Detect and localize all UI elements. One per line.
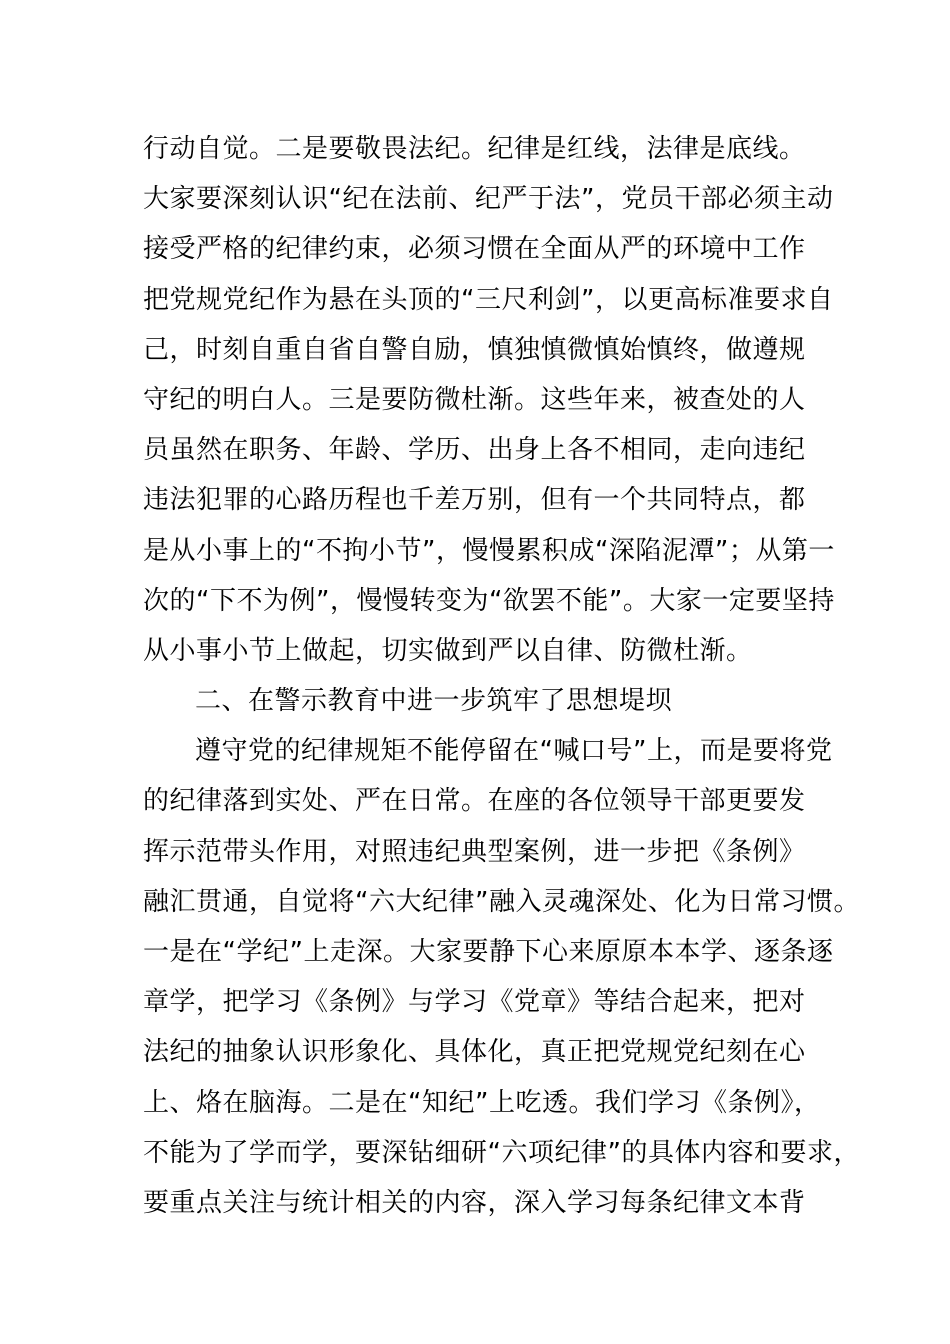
text-line: 融汇贯通，自觉将“六大纪律”融入灵魂深处、化为日常习惯。 — [143, 886, 860, 917]
text-line: 大家要深刻认识“纪在法前、纪严于法”，党员干部必须主动 — [143, 184, 834, 215]
text-line: 己，时刻自重自省自警自励，慎独慎微慎始慎终，做遵规 — [143, 334, 806, 365]
text-line: 上、烙在脑海。二是在“知纪”上吃透。我们学习《条例》， — [143, 1087, 821, 1118]
text-line: 从小事小节上做起，切实做到严以自律、防微杜渐。 — [143, 635, 753, 666]
text-line: 次的“下不为例”，慢慢转变为“欲罢不能”。大家一定要坚持 — [143, 585, 835, 616]
section-heading: 二、在警示教育中进一步筑牢了思想堤坝 — [195, 686, 673, 717]
text-line: 是从小事上的“不拘小节”，慢慢累积成“深陷泥潭”；从第一 — [143, 535, 835, 566]
text-line: 守纪的明白人。三是要防微杜渐。这些年来，被查处的人 — [143, 384, 806, 415]
text-line: 挥示范带头作用，对照违纪典型案例，进一步把《条例》 — [143, 836, 806, 867]
text-line: 员虽然在职务、年龄、学历、出身上各不相同，走向违纪 — [143, 435, 806, 466]
text-line: 要重点关注与统计相关的内容，深入学习每条纪律文本背 — [143, 1187, 806, 1218]
text-line: 把党规党纪作为悬在头顶的“三尺利剑”，以更高标准要求自 — [143, 284, 834, 315]
text-line: 接受严格的纪律约束，必须习惯在全面从严的环境中工作 — [143, 234, 806, 265]
text-line: 行动自觉。二是要敬畏法纪。纪律是红线，法律是底线。 — [143, 134, 806, 164]
document-body-text — [143, 124, 860, 1228]
text-line: 章学，把学习《条例》与学习《党章》等结合起来，把对 — [143, 987, 806, 1018]
text-line: 违法犯罪的心路历程也千差万别，但有一个共同特点，都 — [143, 485, 806, 516]
text-line: 法纪的抽象认识形象化、具体化，真正把党规党纪刻在心 — [143, 1037, 806, 1068]
text-line: 不能为了学而学，要深钻细研“六项纪律”的具体内容和要求， — [143, 1137, 860, 1168]
text-line: 一是在“学纪”上走深。大家要静下心来原原本本学、逐条逐 — [143, 937, 834, 967]
text-line: 的纪律落到实处、严在日常。在座的各位领导干部更要发 — [143, 786, 806, 817]
paragraph-start-line: 遵守党的纪律规矩不能停留在“喊口号”上，而是要将党 — [195, 736, 833, 767]
